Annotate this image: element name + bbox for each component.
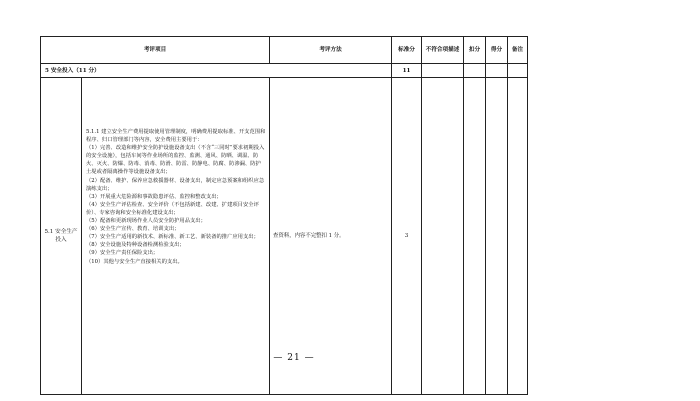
header-item: 考评项目 [41,37,270,64]
content-line: （5）配备和更新现场作业人员安全防护用品支出； [86,218,206,225]
page-number: — 21 — [273,353,315,363]
header-standard-score: 标准分 [392,37,422,64]
section-row [41,64,528,78]
header-remark: 备注 [508,37,528,64]
section-noncompliance-cell [422,64,464,78]
section-earned-cell [486,64,508,78]
item-method: 查资料，内容不完整扣 1 分。 [270,78,392,395]
header-earned: 得分 [486,37,508,64]
item-name: 5.1 安全生产投入 [41,78,82,395]
item-remark-cell [508,78,528,395]
item-earned-cell [486,78,508,395]
header-method: 考评方法 [270,37,392,64]
table-row [41,78,528,395]
item-deduct-cell [464,78,486,395]
content-line: （4）安全生产评估检查、安全评价（不包括新建、改建、扩建项目安全评价）、专家咨询和安全标准化建设支出； [86,201,259,216]
content-line: （6）安全生产宣传、教育、培训支出； [86,226,180,233]
content-line: （9）安全生产责任保险支出； [86,250,159,257]
section-score: 11 [392,64,422,78]
content-line: （7）安全生产适用的新技术、新标准、新工艺、新装备的推广应用支出； [86,234,259,241]
assessment-table [40,36,528,395]
content-line: 5.1.1 建立安全生产费用提取使用管理制度，明确费用提取标准、开支范围和程序、归口管理部门等内容，安全费用主要用于： [86,129,266,144]
content-line: （8）安全设施及特种设备检测检验支出； [86,242,185,249]
section-remark-cell [508,64,528,78]
content-line: （2）配备、维护、保养应急救援器材、设备支出，制定应急预案和组织应急演练支出； [86,177,265,192]
table-header-row [41,37,528,64]
content-line: （1）完善、改造和维护安全防护设施设备支出（不含“三同时”要求初期投入的安全设施），包括车间等作业场所的监控、监测、通风、防晒、调温、防火、灭火、防爆、防毒、消毒、防滑、防雷、防静电、防腐、防渗漏、防护土堤或者隔离操作等设施设备支出； [86,145,265,176]
section-deduct-cell [464,64,486,78]
section-title: 5 安全投入（11 分） [41,64,392,78]
header-noncompliance: 不符合项描述 [422,37,464,64]
content-line: （3）开展重大危险源和事故隐患评估、监控和整改支出； [86,193,222,200]
item-noncompliance-cell [422,78,464,395]
header-deduct: 扣分 [464,37,486,64]
item-content [82,78,270,395]
content-line: （10）其他与安全生产直接相关的支出。 [86,258,183,265]
item-score: 3 [392,78,422,395]
